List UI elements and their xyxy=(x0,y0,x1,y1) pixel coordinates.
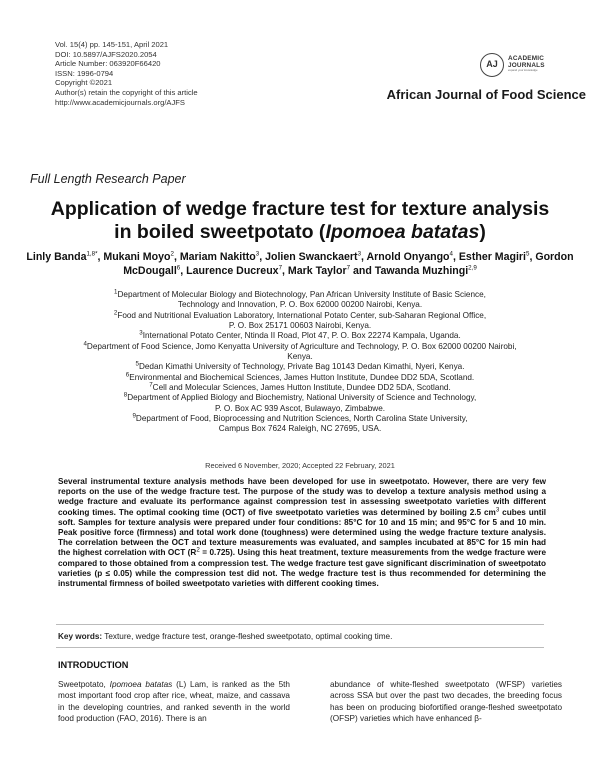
author: Mukani Moyo$^2$, xyxy=(103,250,180,263)
journal-name: African Journal of Food Science xyxy=(386,87,586,102)
keywords: Key words: Texture, wedge fracture test, orange-fleshed sweetpotato, optimal cooking time. xyxy=(58,632,393,641)
affiliation-line: $^8$Department of Applied Biology and Biochemistry, National University of Science and Technology, xyxy=(123,391,477,403)
publisher-logo xyxy=(480,53,590,83)
author: Linly Banda$^{1,8*}$, xyxy=(26,250,104,263)
author: Laurence Ducreux$^7$, xyxy=(186,264,288,277)
copyright-line: Copyright ©2021 xyxy=(55,78,113,88)
section-heading-introduction: INTRODUCTION xyxy=(58,660,129,670)
affiliation-line: $^1$Department of Molecular Biology and Biotechnology, Pan African University Institute of Basic Science, xyxy=(114,288,486,299)
author: Esther Magiri$^5$, xyxy=(458,250,536,263)
volume-line: Vol. 15(4) pp. 145-151, April 2021 xyxy=(55,40,169,49)
affiliation-line: Campus Box 7624 Raleigh, NC 27695, USA. xyxy=(218,424,382,434)
author: Mark Taylor$^7$ and xyxy=(287,264,375,277)
aj-logo-icon: AJ xyxy=(480,53,504,77)
author-list xyxy=(20,250,580,278)
affiliation-line: $^9$Department of Food, Bioprocessing and Nutrition Sciences, North Carolina State University, xyxy=(132,412,468,424)
affiliation-line: $^3$International Potato Center, Ntinda II Road, Plot 47, P. O. Box 22274 Kampala, Uganda. xyxy=(139,329,461,341)
publisher-name: ACADEMIC JOURNALS xyxy=(508,55,545,69)
affiliations xyxy=(20,290,580,435)
affiliation-line: $^2$Food and Nutritional Evaluation Laboratory, International Potato Center, sub-Saharan Regional Office, xyxy=(113,308,487,320)
body-column-left: Sweetpotato, Ipomoea batatas (L) Lam, is ranked as the 5th most important food crop after rice, wheat, maize, and cassava in the developing countries, and ranked seventh in the world food production (FAO, 2016). There is an xyxy=(58,680,290,723)
article-number-line: Article Number: 063920F66420 xyxy=(55,59,161,69)
author: Jolien Swanckaert$^3$, xyxy=(265,250,367,263)
doi-line: DOI: 10.5897/AJFS2020.2054 xyxy=(55,49,157,59)
keywords-divider xyxy=(56,624,544,625)
affiliation-line: $^4$Department of Food Science, Jomo Kenyatta University of Agriculture and Technology, P. O. Box 62000 00200 Nairobi, xyxy=(83,339,517,351)
affiliation-line: Kenya. xyxy=(287,352,313,362)
article-metadata xyxy=(55,40,198,107)
keywords-divider xyxy=(56,647,544,648)
author-rights-line: Author(s) retain the copyright of this article xyxy=(55,87,198,97)
author: Arnold Onyango$^4$, xyxy=(366,250,459,263)
affiliation-line: P. O. Box 25171 00603 Nairobi, Kenya. xyxy=(228,321,372,331)
affiliation-line: $^6$Environmental and Biochemical Sciences, James Hutton Institute, Dundee DD2 5DA, Scotland. xyxy=(125,371,475,382)
abstract: Several instrumental texture analysis methods have been developed for use in sweetpotato. However, there are very few reports on the use of the wedge fracture test. The purpose of the study was to develop a texture analysis method using a wedge fracture and evaluate its performance against compression test in assessing sweetpotato varieties with different cooking times. The optimal cooking time (OCT) of five sweetpotato varieties was determined by boiling 2.5 $cm^3$ cubes until soft. Samples for texture analysis were prepared under four conditions: 85°C for 10 and 15 min; and 95°C for 5 and 10 min. Peak positive force (firmness) and total work done (toughness) were determined using the wedge fracture texture analysis. The correlation between the OCT and texture measurements was evaluated, and samples incubated at 85°C for 15 min had the highest correlation with OCT $(R^2 = 0.725)$. Using this heat treatment, texture measurements from the wedge fracture were compared to those obtained from a compression test. The wedge fracture test gave significant discrimination of sweetpotato varieties (p ≤ 0.05) while the compression test did not. The wedge fracture test is thus recommended for determining the instrumental firmness of boiled sweetpotato varieties with different cooking times. xyxy=(58,477,547,589)
received-date: Received 6 November, 2020; Accepted 22 February, 2021 xyxy=(205,461,395,470)
affiliation-line: $^5$Dedan Kimathi University of Technology, Private Bag 10143 Dedan Kimathi, Nyeri, Kenya. xyxy=(135,360,465,372)
issn-line: ISSN: 1996-0794 xyxy=(55,68,114,78)
journal-url-line: http://www.academicjournals.org/AJFS xyxy=(55,97,185,107)
affiliation-line: P. O. Box AC 939 Ascot, Bulawayo, Zimbabwe. xyxy=(214,403,386,413)
author: Mariam Nakitto$^3$, xyxy=(179,250,266,263)
author: Gordon McDougall$^6$, xyxy=(123,251,574,277)
paper-type: Full Length Research Paper xyxy=(30,172,186,186)
affiliation-line: Technology and Innovation, P. O. Box 62000 00200 Nairobi, Kenya. xyxy=(177,300,423,310)
affiliation-line: $^7$Cell and Molecular Sciences, James Hutton Institute, Dundee DD2 5DA, Scotland. xyxy=(149,381,451,393)
publisher-tagline: expand your knowledge xyxy=(508,68,538,72)
author: Tawanda Muzhingi$^{2,9}$ xyxy=(374,264,477,277)
article-title: Application of wedge fracture test for texture analysis in boiled sweetpotato (Ipomoea batatas) xyxy=(50,198,550,243)
body-column-right: abundance of white-fleshed sweetpotato (WFSP) varieties across SSA but over the past two decades, the breeding focus has been on producing biofortified orange-fleshed sweetpotato (OFSP) varieties which have enhanced β- xyxy=(330,680,562,723)
